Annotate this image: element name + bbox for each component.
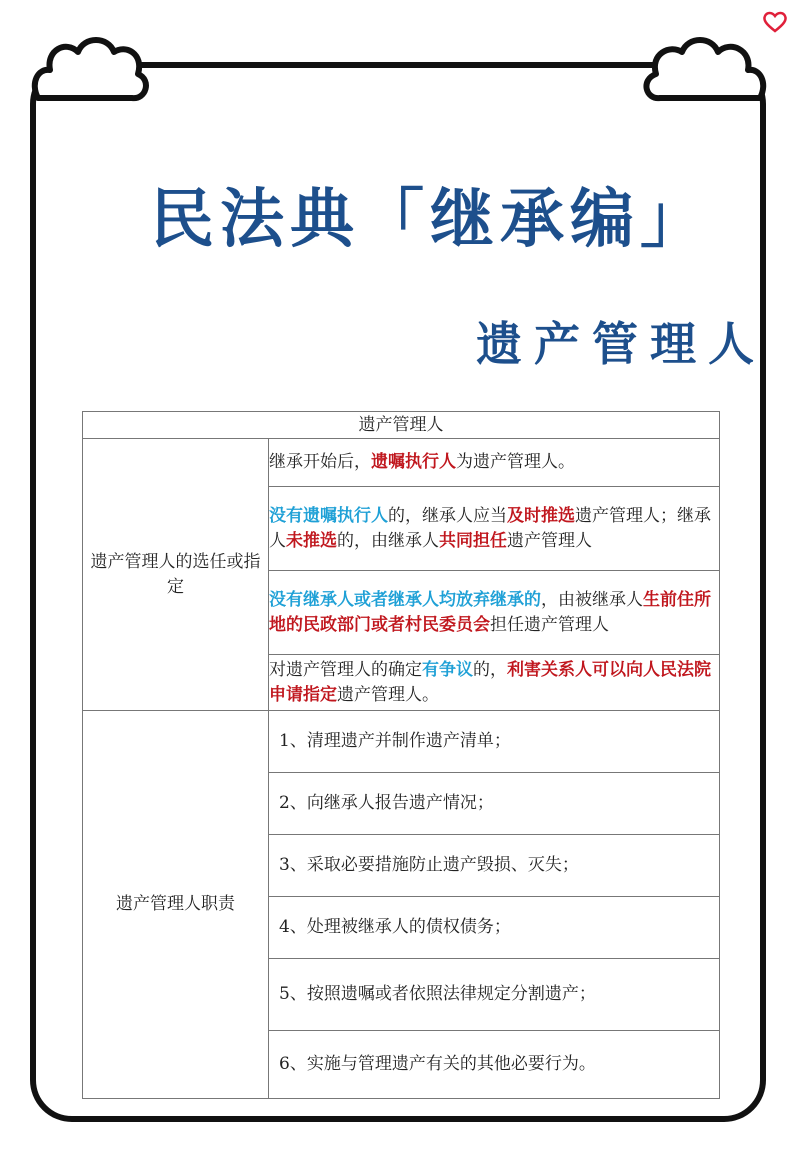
duty-item: 4、处理被继承人的债权债务； xyxy=(269,897,720,959)
table-row: 对遗产管理人的确定有争议的，利害关系人可以向人民法院申请指定遗产管理人。 xyxy=(269,655,720,711)
duty-item: 3、采取必要措施防止遗产毁损、灭失； xyxy=(269,835,720,897)
category-duties: 遗产管理人职责 xyxy=(83,711,269,1099)
heart-icon xyxy=(762,10,788,34)
duty-item: 5、按照遗嘱或者依照法律规定分割遗产； xyxy=(269,959,720,1031)
cloud-left-icon xyxy=(28,28,158,118)
duty-item: 2、向继承人报告遗产情况； xyxy=(269,773,720,835)
page-title: 民法典「继承编」 xyxy=(150,183,710,257)
table-row: 没有遗嘱执行人的，继承人应当及时推选遗产管理人；继承人未推选的，由继承人共同担任遗产管理人 xyxy=(269,487,720,571)
duty-item: 6、实施与管理遗产有关的其他必要行为。 xyxy=(269,1031,720,1099)
table-row: 没有继承人或者继承人均放弃继承的，由被继承人生前住所地的民政部门或者村民委员会担任遗产管理人 xyxy=(269,571,720,655)
estate-administrator-table xyxy=(82,411,720,1099)
category-appointment: 遗产管理人的选任或指定 xyxy=(83,439,269,711)
table-header: 遗产管理人 xyxy=(83,412,720,439)
table-row: 继承开始后，遗嘱执行人为遗产管理人。 xyxy=(269,439,720,487)
duty-item: 1、清理遗产并制作遗产清单； xyxy=(269,711,720,773)
cloud-right-icon xyxy=(640,28,770,118)
page-subtitle: 遗产管理人 xyxy=(476,317,766,371)
